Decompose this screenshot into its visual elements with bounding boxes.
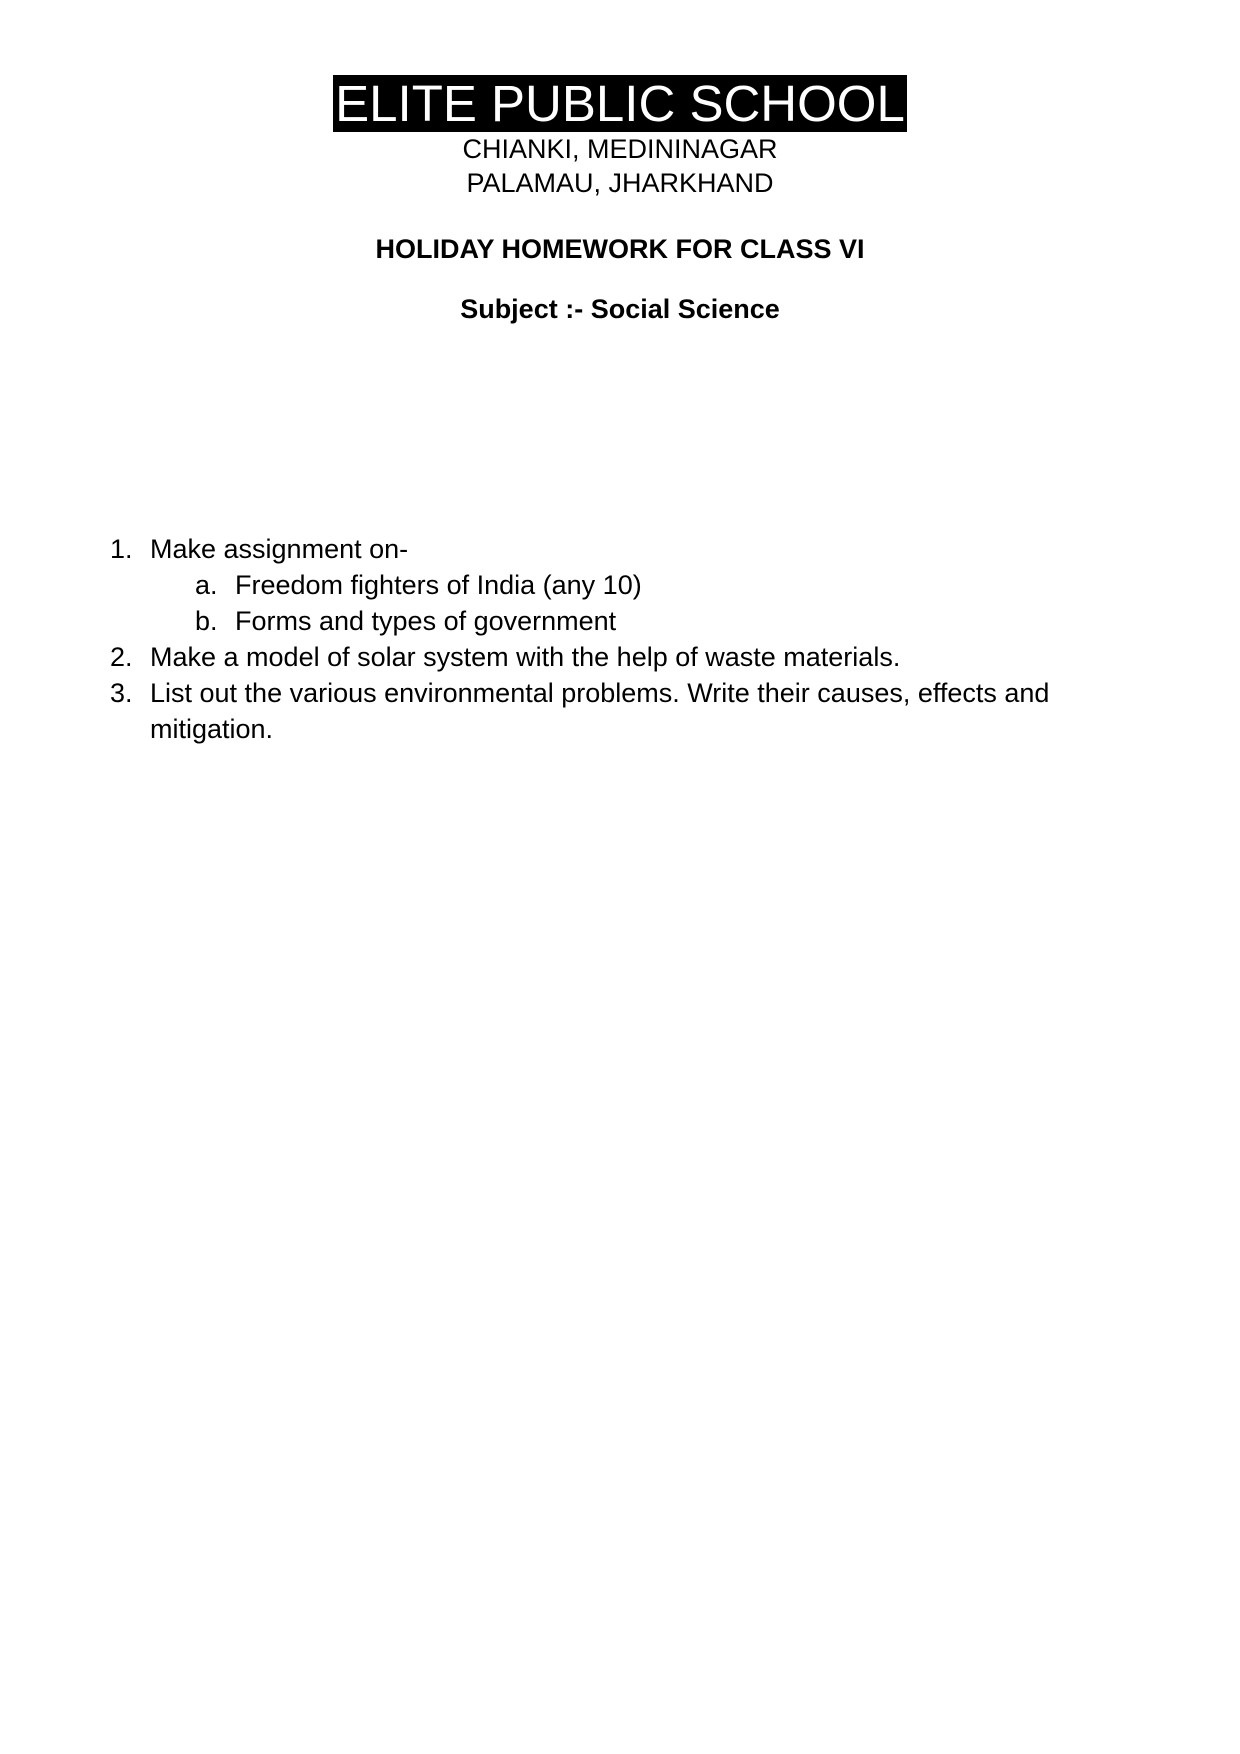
address-line-2: PALAMAU, JHARKHAND	[466, 168, 774, 198]
task-text: List out the various environmental problems. Write their causes, effects and mitigation.	[150, 678, 1050, 744]
task-list	[110, 531, 1140, 747]
school-name: ELITE PUBLIC SCHOOL	[335, 75, 905, 132]
homework-title: HOLIDAY HOMEWORK FOR CLASS VI	[375, 234, 865, 264]
task-item-3	[110, 675, 1140, 747]
subject-heading: Subject :- Social Science	[460, 294, 780, 324]
subtask-item-b	[195, 603, 1140, 639]
subtask-item-a	[195, 567, 1140, 603]
task-number: 2.	[110, 642, 133, 672]
address-line-1: CHIANKI, MEDININAGAR	[462, 134, 778, 164]
subtask-letter: a.	[195, 570, 218, 600]
task-number: 1.	[110, 534, 133, 564]
task-text: Make assignment on-	[150, 534, 409, 564]
task-item-2	[110, 639, 1140, 675]
subtask-text: Freedom fighters of India (any 10)	[235, 570, 642, 600]
task-item-1	[110, 531, 1140, 567]
subtask-letter: b.	[195, 606, 218, 636]
task-number: 3.	[110, 678, 133, 708]
subtask-text: Forms and types of government	[235, 606, 617, 636]
task-text: Make a model of solar system with the help of waste materials.	[150, 642, 901, 672]
school-header	[0, 75, 1240, 200]
